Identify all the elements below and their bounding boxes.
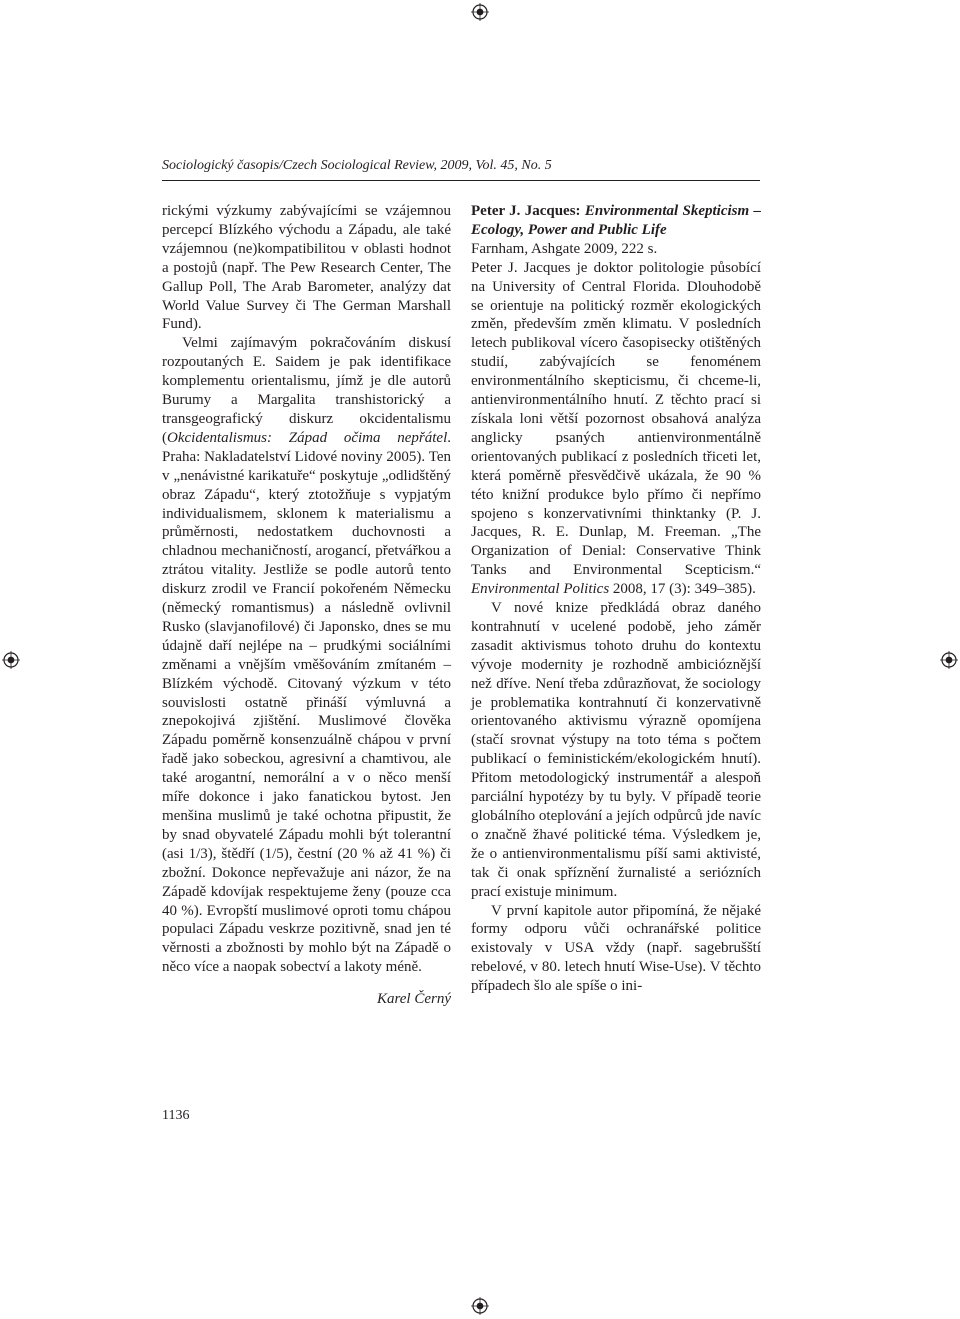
paragraph-text: Velmi zajímavým pokračováním diskusí rozpoutaných E. Saidem je pak identifikace komplementu orientalismu, jímž je dle autorů Burumy a Margalita transhistorický a transgeografický diskurz okcidentalismu (	[162, 335, 451, 446]
registration-mark-icon	[471, 3, 489, 21]
paragraph-continuation: rickými výzkumy zabývajícími se vzájemnou percepcí Blízkého východu a Západu, ale také vzájemnou (ne)kompatibilitou v oblasti hodnot a postojů (např. The Pew Research Center, The Gallup Poll, The Arab Barometer, analýzy dat World Value Survey či The German Marshall Fund).	[162, 203, 451, 333]
page-number: 1136	[162, 1108, 190, 1123]
paragraph-new-book: V nové knize předkládá obraz daného kontrahnutí v ucelené podobě, jeho záměr zasadit aktivismus tohoto druhu do kontextu vývoje modernity je rozhodně ambicióznější než dříve. Není třeba zdůrazňovat, že sociology je problematika kontrahnutí či konzervativně orientovaného aktivismu výrazně opomíjena (stačí srovnat výstupy na toto téma s počtem publikací o feministickém/ekologickém hnutí). Přitom metodologický instrumentář a alespoň parciální hypotézy by tu byly. V případě teorie globálního oteplování a jejích odpůrců jde navíc o značně žhavé politické téma. Výsledkem je, že o antienvironmentalismu píší sami aktivisté, tak či onak spříznění žurnalisté a seriózních prací existuje minimum.	[471, 600, 761, 900]
right-column	[471, 202, 761, 996]
registration-mark-icon	[940, 651, 958, 669]
paragraph-text: . Praha: Nakladatelství Lidové noviny 2005). Ten v „nenávistné karikatuře“ poskytuje „odlidštěný obraz Západu“, který ztotožňuje s vypjatým individualismem, sklonem k materialismu a průměrnosti, nedostatkem duchovnosti a chladnou mechaničností, arogancí, přetvářkou a ztrátou vitality. Jestliže se podle autorů tento diskurz zrodil ve Francií pokořeném Německu (německý romantismus) a následně ovlivnil Rusko (slavjanofilové) či Japonsko, dnes se mu údajně daří nejlépe na – prudkými sociálními změnami a vnějším vměšováním zmítaném – Blízkém východě. Citovaný výzkum v této souvislosti ostatně přináší výmluvná a znepokojivá zjištění. Muslimové člověka Západu poměrně konsenzuálně chápou v první řadě jako sobeckou, agresivní a chamtivou, ale také arogantní, nemorální a v o něco menší míře dokonce i jako fanatickou bytost. Jen menšina muslimů je také ochotna připustit, že by snad obyvatelé Západu mohli být tolerantní (asi 1/3), štědří (1/5), čestní (20 % až 41 %) či zbožní. Dokonce nepřevažuje ani názor, že na Západě kdovíjak respektujeme ženy (pouze cca 40 %). Evropští muslimové oproti tomu chápou populaci Západu veskrze pozitivně, snad jen té věrnosti a zbožnosti by mohlo být na Západě o něco více a naopak sobectví a lakoty méně.	[162, 429, 451, 976]
registration-mark-icon	[2, 651, 20, 669]
paragraph-occidentalism	[162, 334, 451, 977]
review-heading	[471, 202, 761, 240]
book-title: Environmental Skepticism – Ecology, Power and Public Life	[471, 203, 761, 238]
running-head: Sociologický časopis/Czech Sociological Review, 2009, Vol. 45, No. 5	[162, 158, 552, 173]
journal-title: Environmental Politics	[471, 581, 610, 598]
book-publisher: Farnham, Ashgate 2009, 222 s.	[471, 240, 658, 257]
registration-mark-icon	[471, 1297, 489, 1315]
paragraph-first-chapter: V první kapitole autor připomíná, že nějaké formy odporu vůči ochranářské politice existovaly v USA vždy (např. sagebrušští rebelové, v 80. letech hnutí Wise-Use). V těchto případech šlo ale spíše o ini-	[471, 902, 761, 995]
paragraph-text: 2008, 17 (3): 349–385).	[609, 581, 756, 598]
cited-book-title: Okcidentalismus: Západ očima nepřátel	[167, 429, 448, 446]
left-column	[162, 202, 451, 1009]
header-rule	[162, 180, 760, 181]
paragraph-author-intro	[471, 259, 761, 599]
reviewer-signature: Karel Černý	[376, 991, 451, 1008]
paragraph-text: Peter J. Jacques je doktor politologie působící na University of Central Florida. Dlouhodobě se orientuje na politický rozměr ekologických změn, především změn klimatu. V posledních letech publikoval vícero časopisecky otištěných studií, zabývajících se fenoménem environmentálního skepticismu, či chceme-li, antienvironmentálního hnutí. Z těchto prací si získala loni větší pozornost obsahová analýza anglicky psaných antienvironmentálně orientovaných publikací z posledních třiceti let, která poměrně přesvědčivě ukázala, že 90 % této knižní produkce bylo přímo či nepřímo spojeno s konzervativními thinktanky (P. J. Jacques, R. E. Dunlap, M. Freeman. „The Organization of Denial: Conservative Think Tanks and Environmental Scepticism.“	[471, 259, 761, 579]
book-author: Peter J. Jacques:	[471, 203, 585, 219]
